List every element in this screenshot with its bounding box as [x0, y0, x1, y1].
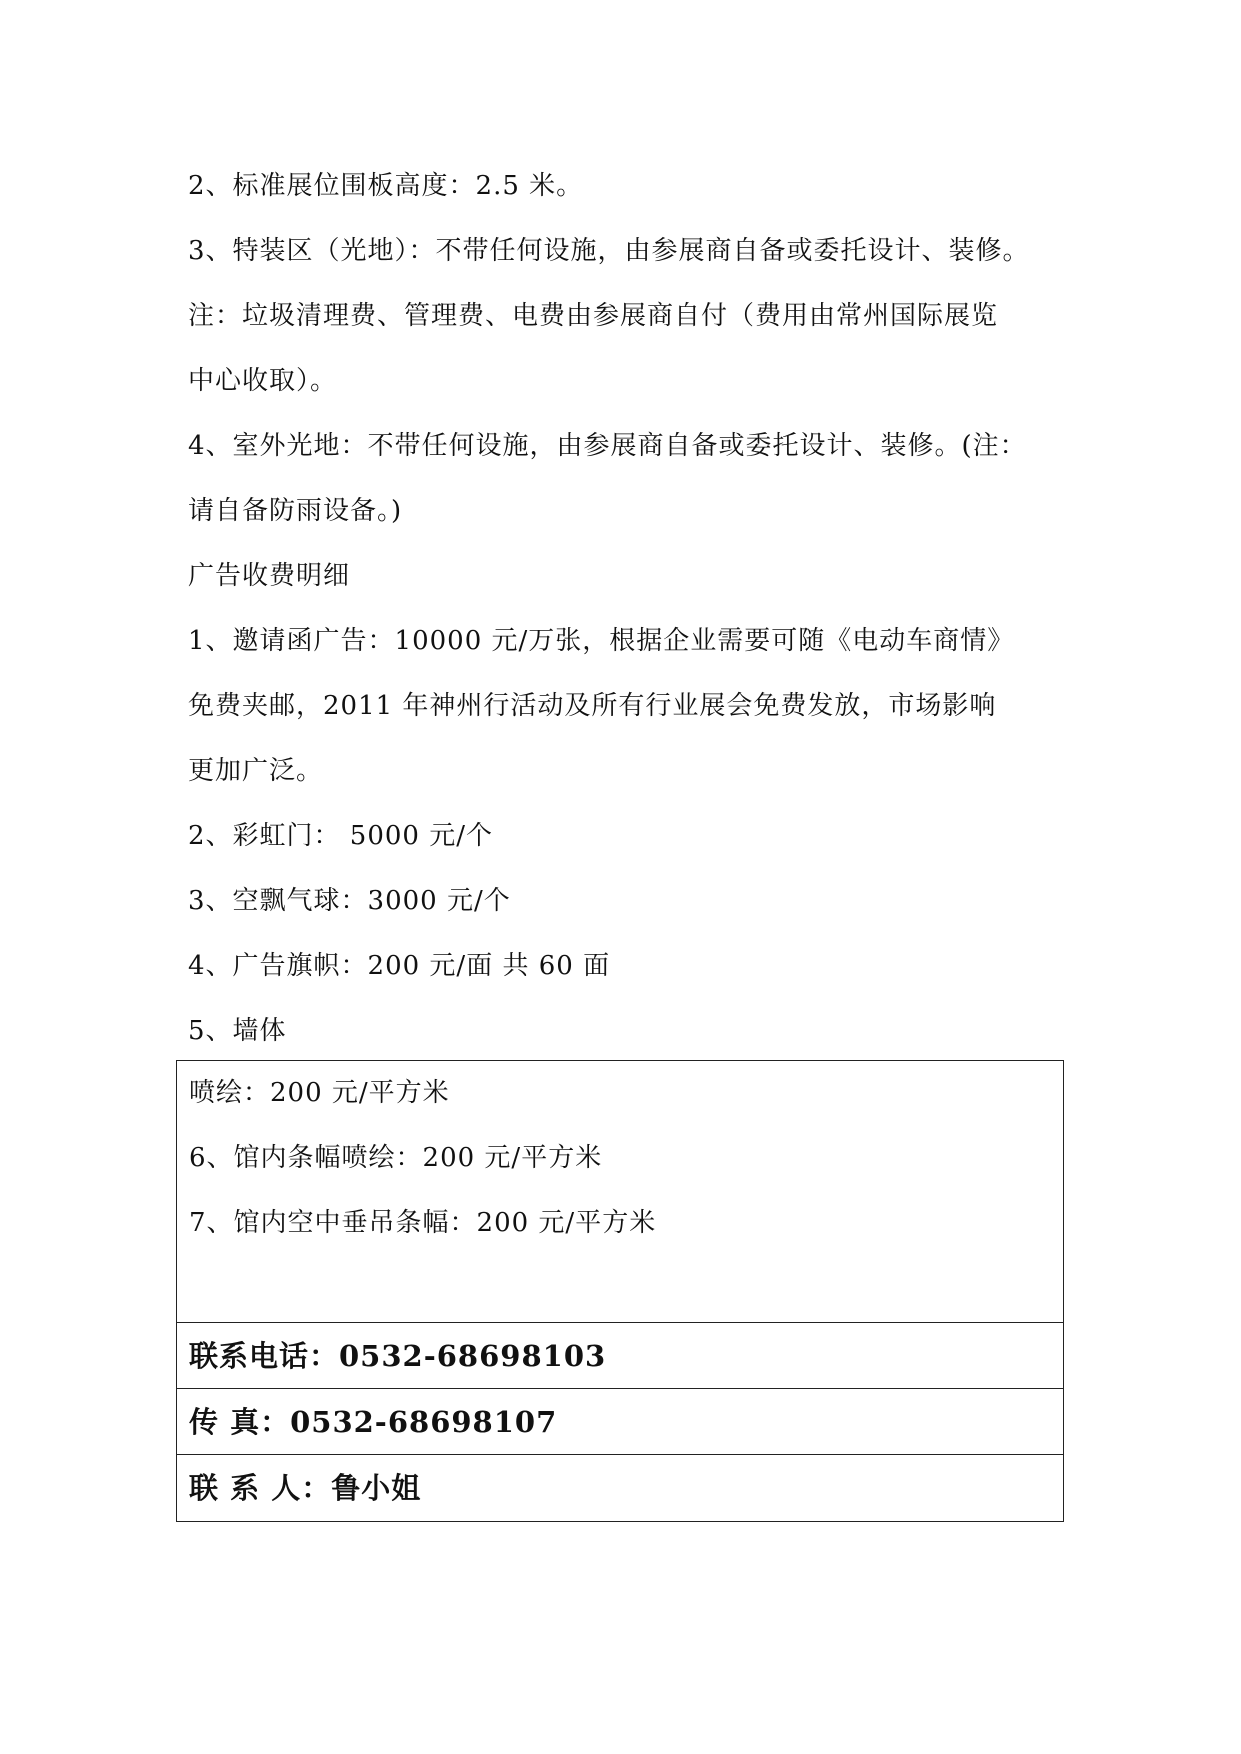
paragraph-line: 3、空飘气球：3000 元/个 — [188, 886, 511, 916]
paragraph-line: 请自备防雨设备。) — [188, 496, 403, 526]
body-text — [188, 154, 1068, 1064]
section-heading: 广告收费明细 — [188, 561, 351, 591]
paragraph-line: 4、广告旗帜：200 元/面 共 60 面 — [188, 951, 611, 981]
contact-phone: 联系电话：0532-68698103 — [177, 1323, 1063, 1389]
paragraph-line: 1、邀请函广告：10000 元/万张，根据企业需要可随《电动车商情》 — [188, 626, 1015, 656]
paragraph-line: 注：垃圾清理费、管理费、电费由参展商自付（费用由常州国际展览 — [188, 301, 999, 331]
pricing-note: 7、馆内空中垂吊条幅：200 元/平方米 — [189, 1208, 657, 1238]
pricing-notes-cell — [177, 1061, 1063, 1323]
pricing-note: 喷绘：200 元/平方米 — [189, 1078, 450, 1108]
paragraph-line: 更加广泛。 — [188, 756, 324, 786]
contact-fax: 传 真：0532-68698107 — [177, 1389, 1063, 1455]
paragraph-line: 4、室外光地：不带任何设施，由参展商自备或委托设计、装修。(注： — [188, 431, 1027, 461]
paragraph-line: 5、墙体 — [188, 1016, 287, 1046]
contact-table — [176, 1060, 1064, 1522]
contact-person: 联 系 人：鲁小姐 — [189, 1471, 422, 1505]
paragraph-line: 中心收取）。 — [188, 366, 338, 396]
paragraph-line: 免费夹邮，2011 年神州行活动及所有行业展会免费发放，市场影响 — [188, 691, 997, 721]
pricing-note: 6、馆内条幅喷绘：200 元/平方米 — [189, 1143, 603, 1173]
paragraph-line: 2、彩虹门： 5000 元/个 — [188, 821, 493, 851]
paragraph-line: 3、特装区（光地）：不带任何设施，由参展商自备或委托设计、装修。 — [188, 236, 1030, 266]
paragraph-line: 2、标准展位围板高度：2.5 米。 — [188, 171, 584, 201]
